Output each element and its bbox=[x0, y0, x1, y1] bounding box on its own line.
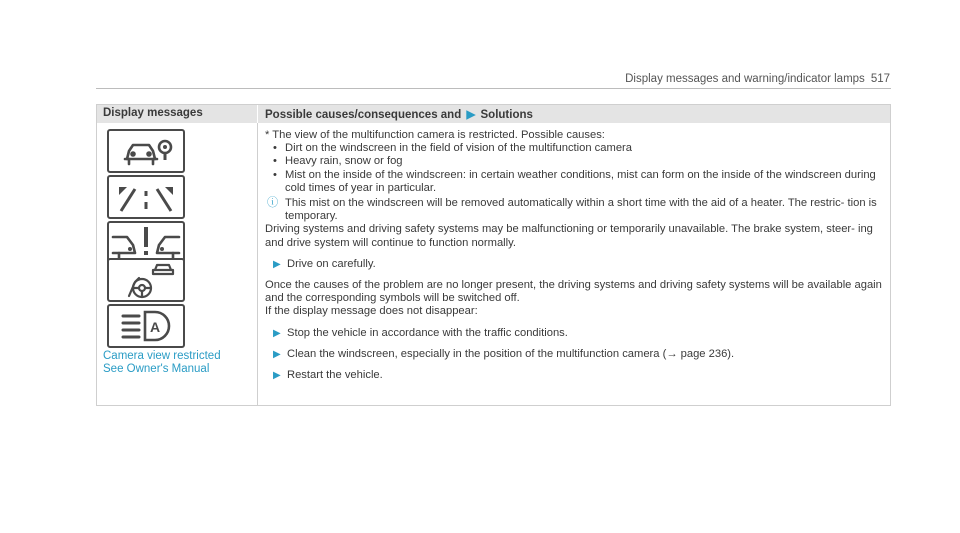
intro-text: * The view of the multifunction camera is restricted. Possible causes: bbox=[265, 129, 605, 141]
display-message-caption bbox=[103, 350, 221, 376]
bullet-item: • Mist on the inside of the windscreen: in certain weather conditions, mist can form on the inside of the windscreen during cold times of year in particular. bbox=[265, 169, 885, 195]
action-step bbox=[265, 258, 885, 271]
table-header bbox=[97, 105, 890, 123]
camera-restricted-icon bbox=[107, 129, 185, 173]
action-text: Stop the vehicle in accordance with the traffic conditions. bbox=[287, 326, 568, 339]
note-paragraph bbox=[265, 197, 885, 223]
driving-systems-text: Driving systems and driving safety systems may be malfunctioning or temporarily unavailable. The brake system, steer- ing and drive system will continue to function normally. bbox=[265, 223, 873, 249]
play-arrow-icon: ▶ bbox=[466, 109, 476, 121]
caption-line-2: See Owner's Manual bbox=[103, 363, 210, 375]
steering-assist-icon bbox=[107, 258, 185, 302]
action-text: Restart the vehicle. bbox=[287, 369, 383, 382]
header-solutions: Solutions bbox=[480, 109, 533, 121]
note-text: This mist on the windscreen will be removed automatically within a short time with the aid of a heater. The restric- tion is temporary. bbox=[285, 197, 877, 223]
page-number: 517 bbox=[870, 73, 890, 85]
action-step bbox=[265, 369, 885, 382]
display-messages-cell bbox=[97, 123, 257, 406]
if-not-disappear-text: If the display message does not disappear: bbox=[265, 305, 478, 318]
header-causes: Possible causes/consequences and bbox=[265, 109, 462, 121]
bullet-item: • Dirt on the windscreen in the field of vision of the multifunction camera bbox=[265, 142, 885, 155]
action-arrow-icon: ▶ bbox=[273, 348, 281, 360]
action-text: Drive on carefully. bbox=[287, 257, 376, 270]
once-resolved-text: Once the causes of the problem are no longer present, the driving systems and driving safety systems will be available again and the corresponding symbols will be switched off. bbox=[265, 279, 882, 305]
display-messages-table bbox=[96, 104, 891, 406]
header-causes-solutions bbox=[265, 107, 533, 121]
info-note-icon: ⓘ bbox=[267, 197, 279, 210]
svg-text:A: A bbox=[150, 319, 161, 335]
running-head-title: Display messages and warning/indicator lamps bbox=[625, 73, 865, 85]
bullet-item: • Heavy rain, snow or fog bbox=[265, 155, 885, 168]
action-arrow-icon: ▶ bbox=[273, 370, 281, 382]
action-step bbox=[265, 348, 885, 361]
caption-line-1: Camera view restricted bbox=[103, 350, 221, 362]
auto-headlamp-icon bbox=[107, 304, 185, 348]
running-head bbox=[625, 73, 890, 85]
lane-keeping-icon bbox=[107, 175, 185, 219]
action-step bbox=[265, 327, 885, 340]
header-rule bbox=[96, 88, 891, 89]
header-divider bbox=[257, 105, 258, 123]
column-divider bbox=[257, 123, 258, 406]
causes-solutions-cell bbox=[265, 129, 885, 390]
action-arrow-icon: ▶ bbox=[273, 258, 281, 270]
action-text: Clean the windscreen, especially in the position of the multifunction camera (→ page 236). bbox=[287, 347, 735, 360]
action-arrow-icon: ▶ bbox=[273, 327, 281, 339]
header-display-messages: Display messages bbox=[103, 107, 203, 119]
